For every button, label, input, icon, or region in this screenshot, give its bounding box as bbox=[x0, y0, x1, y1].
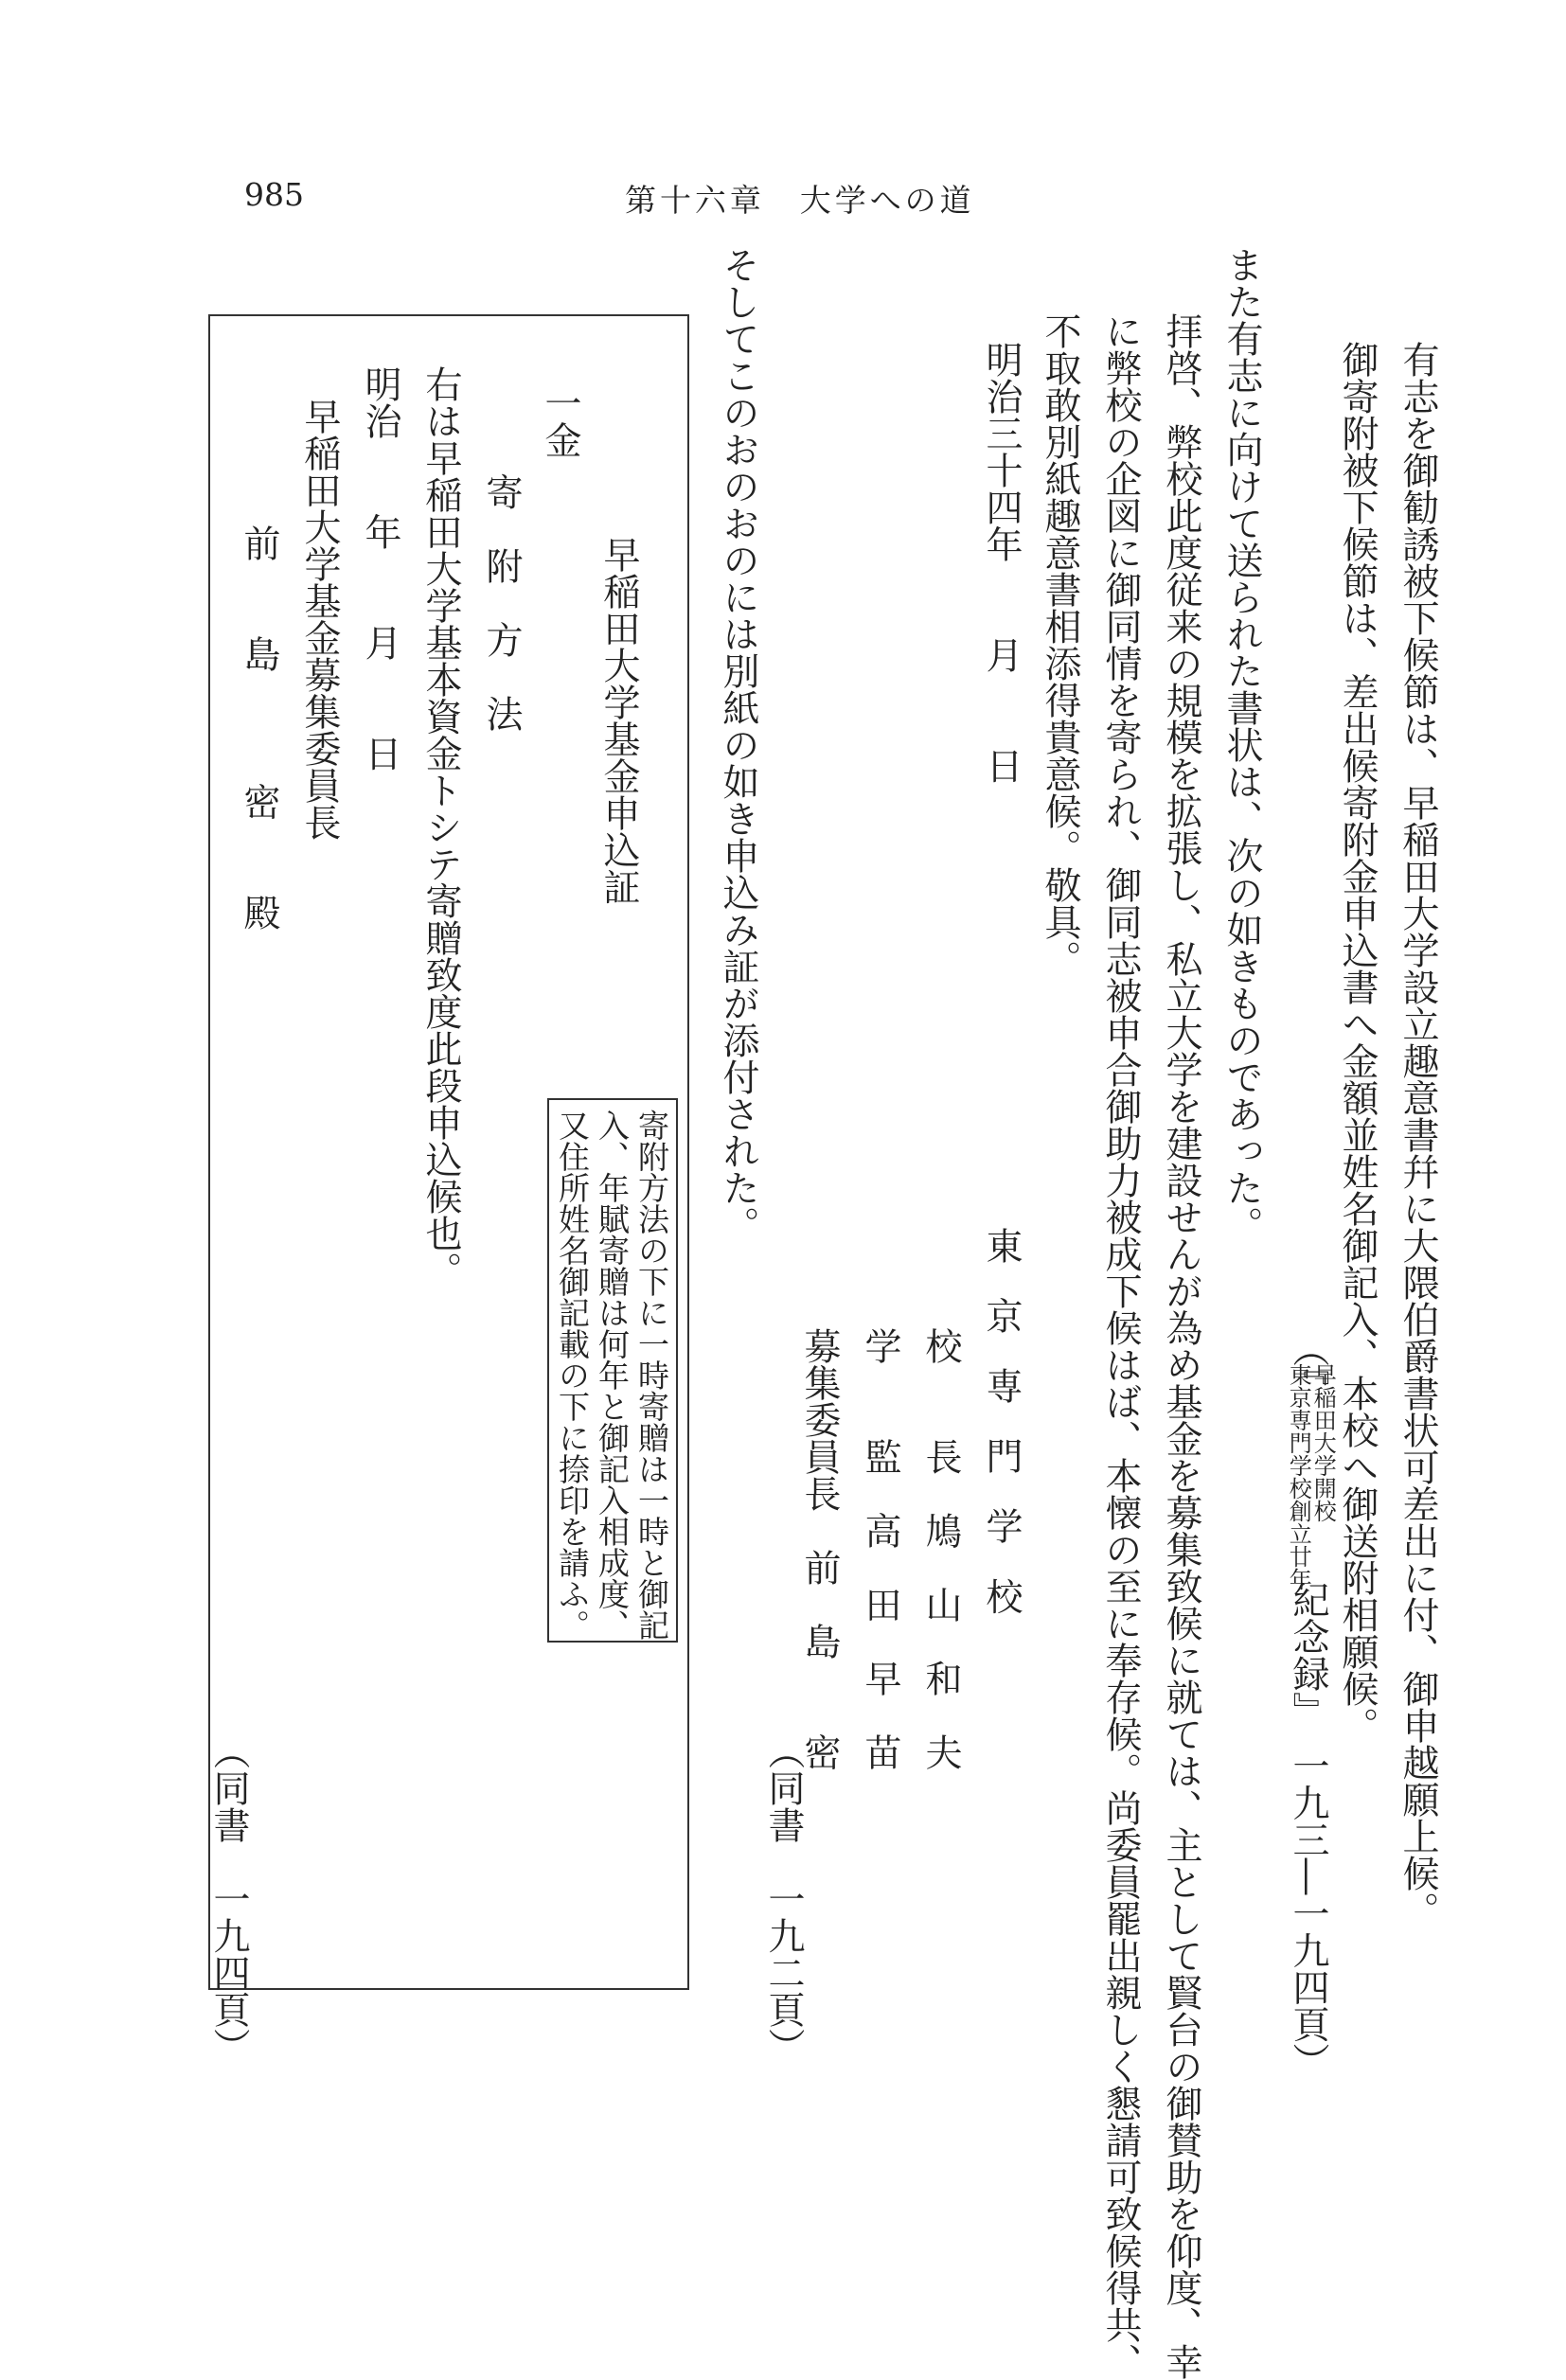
letter-intro: また有志に向けて送られた書状は、次の如きものであった。 bbox=[1220, 246, 1263, 1243]
paragraph-line-1: 有志を御勧誘被下候節は、早稲田大学設立趣意書幷に大隈伯爵書状可差出に付、御申越願上候。 bbox=[1397, 341, 1439, 1928]
citation-open: （『 bbox=[1287, 1330, 1329, 1386]
method-label: 寄 附 方 法 bbox=[480, 473, 523, 732]
form-title: 早稲田大学基金申込証 bbox=[597, 536, 640, 905]
amount-label: 一金 bbox=[539, 384, 581, 458]
citation-small-top: 早稲田大学開校 bbox=[1309, 1363, 1337, 1522]
letter-line-3: 不取敢別紙趣意書相添得貴意候。敬具。 bbox=[1039, 312, 1081, 977]
declaration: 右は早稲田大学基本資金トシテ寄贈致度此段申込候也。 bbox=[419, 365, 462, 1288]
page-number: 985 bbox=[244, 176, 304, 213]
citation-small-bottom: 東京専門学校創立廿年 bbox=[1285, 1363, 1312, 1590]
note-line-1: 寄附方法の下に一時寄贈は一時と御記 bbox=[633, 1110, 670, 1641]
citation-2: （同書 一九二頁） bbox=[762, 1732, 805, 2065]
signature-principal: 校 長 鳩 山 和 夫 bbox=[919, 1327, 962, 1770]
school-name: 東京専門学校 bbox=[980, 1227, 1023, 1648]
form-date: 明治 年 月 日 bbox=[359, 365, 401, 772]
letter-line-2: に弊校の企図に御同情を寄られ、御同志被申合御助力被成下候はば、本懐の至に奉存候。尚委員罷出親しく懇請可致候得共、 bbox=[1099, 312, 1142, 2380]
recipient-name: 前 島 密 殿 bbox=[238, 524, 280, 931]
letter-date: 明治三十四年 月 日 bbox=[980, 341, 1023, 784]
form-intro: そしてこのおのおのには別紙の如き申込み証が添付された。 bbox=[717, 246, 759, 1243]
note-line-3: 又住所姓名御記載の下に捺印を請ふ。 bbox=[554, 1110, 591, 1641]
letter-line-1: 拝啓、弊校此度従来の規模を拡張し、私立大学を建設せんが為め基金を募集致候に就ては、主として賢台の御賛助を仰度、幸 bbox=[1160, 312, 1202, 2380]
paragraph-line-2: 御寄附被下候節は、差出候寄附金申込書へ金額並姓名御記入、本校へ御送附相願候。 bbox=[1336, 341, 1379, 1744]
citation-3: （同書 一九四頁） bbox=[207, 1732, 250, 2065]
signature-committee-chair: 募集委員長 前 島 密 bbox=[798, 1327, 841, 1770]
chapter-title: 第十六章 大学への道 bbox=[625, 182, 975, 219]
note-line-2: 入、年賦寄贈は何年と御記入相成度、 bbox=[594, 1110, 631, 1641]
recipient-title: 早稲田大学基金募集委員長 bbox=[298, 398, 341, 841]
signature-supervisor: 学 監 高 田 早 苗 bbox=[859, 1327, 901, 1770]
citation-tail: 紀念録』 一九三―一九四頁） bbox=[1287, 1581, 1329, 2080]
